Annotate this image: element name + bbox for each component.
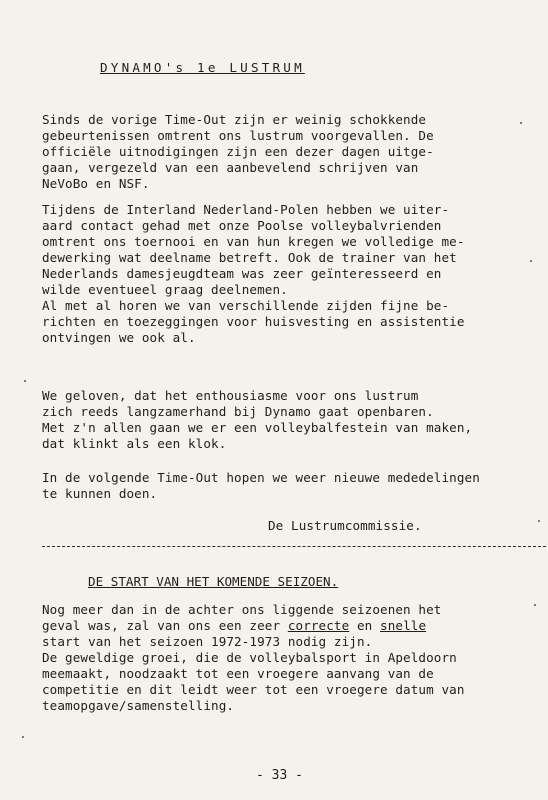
section-2-line-4: De geweldige groei, die de volleybalsport in Apeldoorn <box>42 650 457 665</box>
page-number: - 33 - <box>256 768 303 783</box>
scan-speck <box>534 604 536 606</box>
section-2-line-1: Nog meer dan in de achter ons liggende seizoenen het <box>42 602 442 617</box>
paragraph-3-line-3: ontvingen we ook al. <box>42 330 196 345</box>
paragraph-2-line-5: Nederlands damesjeugdteam was zeer geïnteresseerd en <box>42 266 442 281</box>
section-2-line-7: teamopgave/samenstelling. <box>42 698 235 713</box>
paragraph-3-line-1: Al met al horen we van verschillende zijden fijne be- <box>42 298 450 313</box>
paragraph-5-line-2: te kunnen doen. <box>42 486 158 501</box>
paragraph-1-line-5: NeVoBo en NSF. <box>42 176 150 191</box>
dashed-separator <box>42 546 546 547</box>
scan-speck <box>530 260 532 262</box>
underlined-snelle: snelle <box>380 618 427 633</box>
section-2-line-2-mid: en <box>349 618 381 633</box>
section-2-line-5: meemaakt, noodzaakt tot een vroegere aanvang van de <box>42 666 434 681</box>
paragraph-2-line-3: omtrent ons toernooi en van hun kregen we volledige me- <box>42 234 465 249</box>
section-heading: DE START VAN HET KOMENDE SEIZOEN. <box>88 574 339 589</box>
scan-speck <box>24 380 26 382</box>
signature: De Lustrumcommissie. <box>268 518 422 533</box>
scan-speck <box>538 520 540 522</box>
scan-speck <box>22 736 24 738</box>
paragraph-4-line-1: We geloven, dat het enthousiasme voor ons lustrum <box>42 388 419 403</box>
paragraph-1-line-2: gebeurtenissen omtrent ons lustrum voorgevallen. De <box>42 128 434 143</box>
paragraph-4-line-4: dat klinkt als een klok. <box>42 436 227 451</box>
scan-speck <box>520 122 522 124</box>
paragraph-1-line-4: gaan, vergezeld van een aanbevelend schrijven van <box>42 160 419 175</box>
paragraph-4-line-3: Met z'n allen gaan we er een volleybalfestein van maken, <box>42 420 473 435</box>
paragraph-3-line-2: richten en toezeggingen voor huisvesting en assistentie <box>42 314 465 329</box>
underlined-correcte: correcte <box>287 618 350 633</box>
paragraph-2-line-4: dewerking wat deelname betreft. Ook de trainer van het <box>42 250 457 265</box>
page-title: DYNAMO's 1e LUSTRUM <box>100 60 305 75</box>
paragraph-2-line-6: wilde eventueel graag deelnemen. <box>42 282 288 297</box>
section-2-line-2 <box>42 618 426 634</box>
section-2-line-6: competitie en dit leidt weer tot een vroegere datum van <box>42 682 465 697</box>
section-2-line-2-start: geval was, zal van ons een zeer <box>42 618 288 633</box>
section-2-line-3: start van het seizoen 1972-1973 nodig zijn. <box>42 634 373 649</box>
paragraph-2-line-2: aard contact gehad met onze Poolse volleybalvrienden <box>42 218 442 233</box>
paragraph-2-line-1: Tijdens de Interland Nederland-Polen hebben we uiter- <box>42 202 450 217</box>
paragraph-1-line-3: officiële uitnodigingen zijn een dezer dagen uitge- <box>42 144 434 159</box>
paragraph-1-line-1: Sinds de vorige Time-Out zijn er weinig schokkende <box>42 112 427 127</box>
paragraph-4-line-2: zich reeds langzamerhand bij Dynamo gaat openbaren. <box>42 404 434 419</box>
paragraph-5-line-1: In de volgende Time-Out hopen we weer nieuwe mededelingen <box>42 470 480 485</box>
